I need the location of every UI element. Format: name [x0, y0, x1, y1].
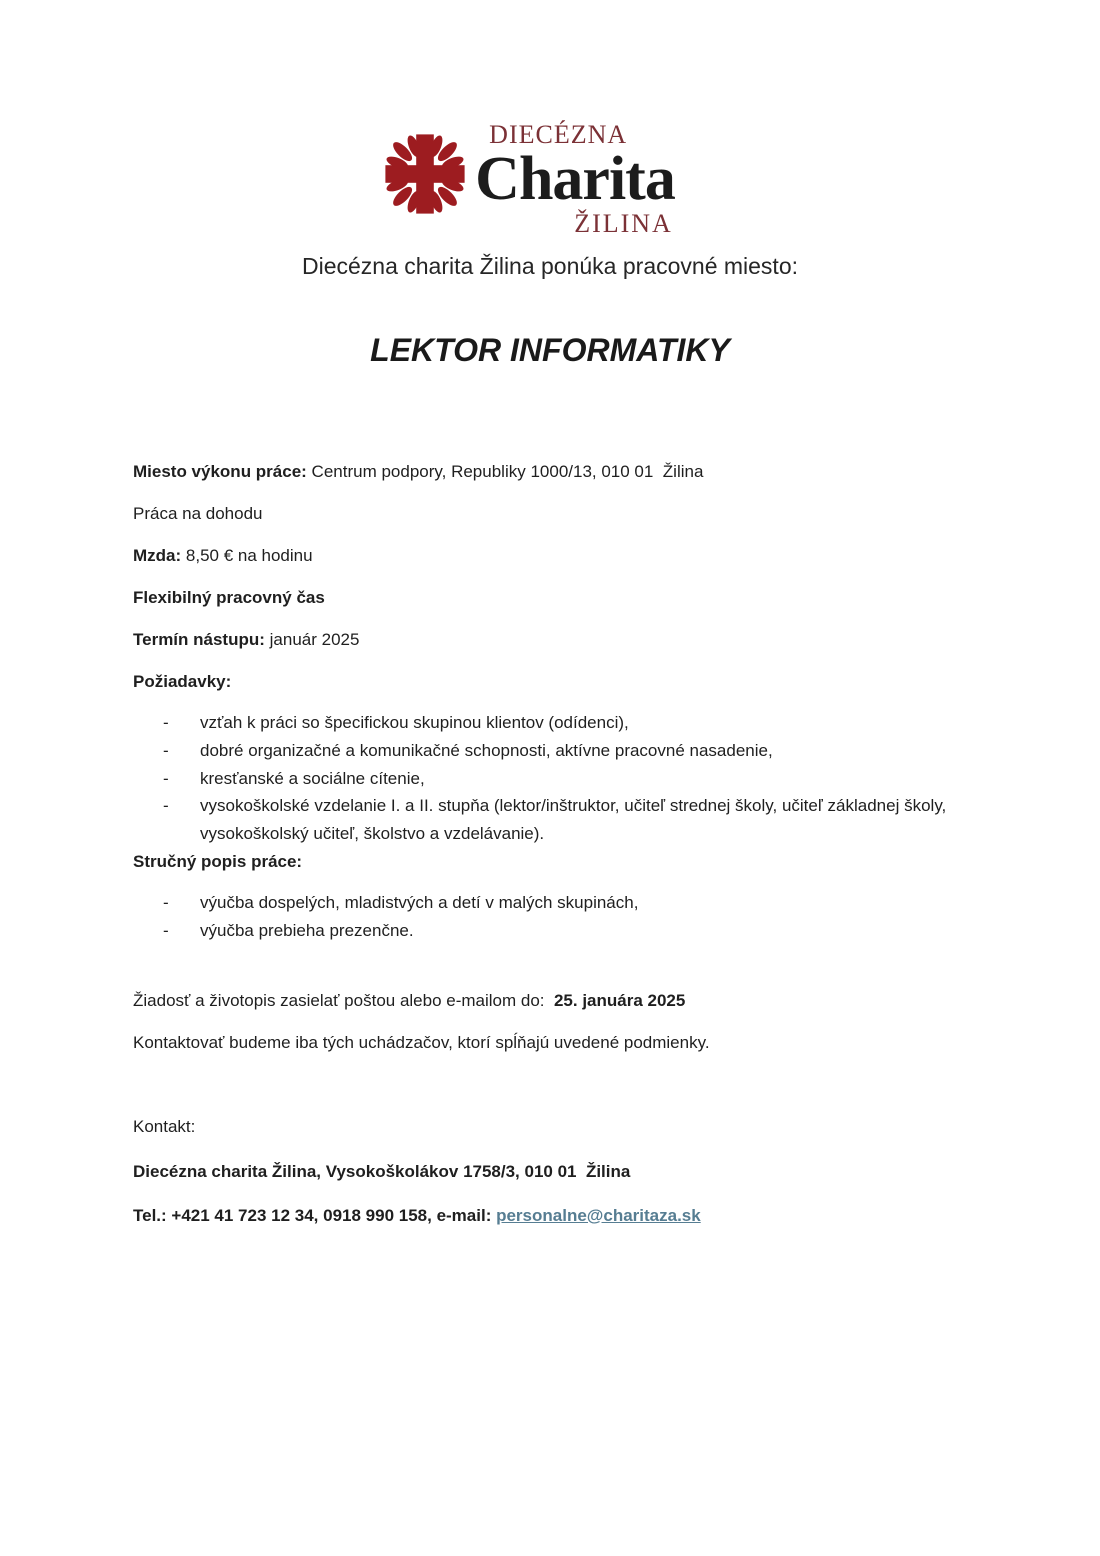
- charita-logo: [381, 120, 675, 239]
- salary-value: 8,50 € na hodinu: [181, 546, 313, 566]
- intro-line: Diecézna charita Žilina ponúka pracovné miesto:: [301, 252, 799, 279]
- contact-address-line: Diecézna charita Žilina, Vysokoškolákov 1758/3, 010 01 Žilina: [133, 1161, 631, 1181]
- job-title: LEKTOR INFORMATIKY: [370, 331, 730, 368]
- salary-line: [133, 545, 967, 567]
- requirement-item: - vysokoškolské vzdelanie I. a II. stupňa (lektor/inštruktor, učiteľ strednej školy, učiteľ základnej školy, vysokoškolský učiteľ, školstvo a vzdelávanie).: [163, 792, 963, 847]
- application-deadline: 25. januára 2025: [553, 991, 686, 1011]
- document-body: [133, 461, 967, 1227]
- flexible-hours-line: Flexibilný pracovný čas: [133, 588, 325, 608]
- job-description-item: - výučba prebieha prezenčne.: [163, 917, 963, 945]
- logo-diecezna-text: DIECÉZNA: [489, 120, 628, 149]
- logo-zilina-text: ŽILINA: [574, 208, 673, 238]
- contact-phone-text: Tel.: +421 41 723 12 34, 0918 990 158, e-mail:: [133, 1205, 497, 1225]
- logo-charita-text: Charita: [475, 145, 675, 213]
- start-date-value: január 2025: [264, 630, 360, 650]
- requirement-item: - dobré organizačné a komunikačné schopnosti, aktívne pracovné nasadenie,: [163, 737, 963, 765]
- job-description-item: - výučba dospelých, mladistvých a detí v malých skupinách,: [163, 889, 963, 917]
- job-description-list: [133, 889, 967, 944]
- job-description-heading: Stručný popis práce:: [133, 852, 303, 872]
- contact-email-link[interactable]: personalne@charitaza.sk: [496, 1205, 701, 1225]
- start-date-label: Termín nástupu:: [133, 630, 265, 650]
- requirement-item: - kresťanské a sociálne cítenie,: [163, 765, 963, 793]
- requirements-list: [133, 709, 967, 847]
- salary-label: Mzda:: [133, 546, 182, 566]
- caritas-cross-icon: [381, 126, 469, 222]
- start-date-line: [133, 629, 967, 651]
- contact-phone-line: [133, 1205, 967, 1227]
- requirement-item: - vzťah k práci so špecifickou skupinou klientov (odídenci),: [163, 709, 963, 737]
- job-location-label: Miesto výkonu práce:: [133, 461, 307, 481]
- job-location-value: Centrum podpory, Republiky 1000/13, 010 01 Žilina: [306, 461, 704, 481]
- contract-type-line: Práca na dohodu: [133, 503, 263, 523]
- logo-wordmark: [475, 120, 675, 239]
- application-text: Žiadosť a životopis zasielať poštou alebo e-mailom do:: [133, 991, 554, 1011]
- contact-heading: Kontakt:: [133, 1117, 196, 1137]
- application-deadline-line: [133, 990, 967, 1012]
- requirements-heading: Požiadavky:: [133, 672, 232, 692]
- application-note-line: Kontaktovať budeme iba tých uchádzačov, ktorí spĺňajú uvedené podmienky.: [133, 1033, 710, 1053]
- job-location-line: [133, 461, 967, 483]
